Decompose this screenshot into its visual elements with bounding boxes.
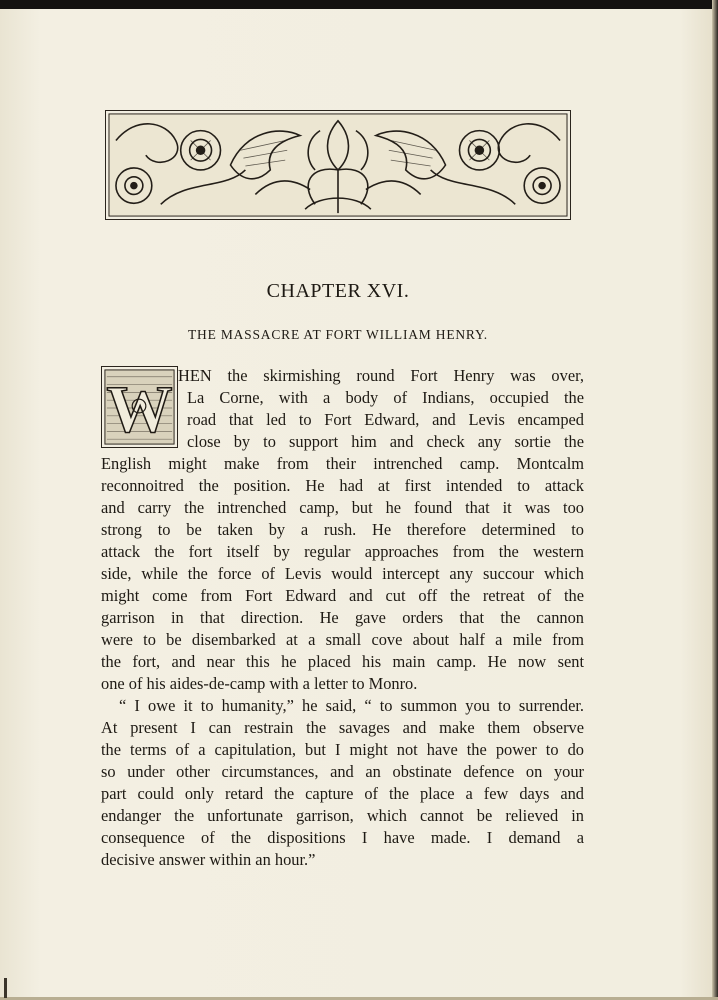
text-line: the fort, and near this he placed his main camp. He now sent [101,652,584,671]
ornament-icon [106,111,570,219]
text-line: endanger the unfortunate garrison, which cannot be relieved in [101,806,584,825]
text-line: “ I owe it to humanity,” he said, “ to summon you to surrender. [119,696,584,715]
text-line: side, while the force of Levis would intercept any succour which [101,564,584,583]
text-line: consequence of the dispositions I have made. I demand a [101,828,584,847]
page-top-edge [0,0,718,9]
text-line: close by to support him and check any sortie the [187,432,584,451]
text-line: garrison in that direction. He gave orders that the cannon [101,608,584,627]
page-margin-mark [4,978,7,998]
text-line: so under other circumstances, and an obstinate defence on your [101,762,584,781]
text-line: English might make from their intrenched camp. Montcalm [101,454,584,473]
text-line: At present I can restrain the savages and make them observe [101,718,584,737]
text-line: and carry the intrenched camp, but he found that it was too [101,498,584,517]
text-line: were to be disembarked at a small cove about half a mile from [101,630,584,649]
text-line: strong to be taken by a rush. He therefore determined to [101,520,584,539]
decorated-initial-icon [102,367,177,447]
text-line: part could only retard the capture of the place a few days and [101,784,584,803]
svg-text:W: W [106,373,173,447]
page-right-edge [712,0,718,1000]
text-line: the terms of a capitulation, but I might not have the power to do [101,740,584,759]
text-line: decisive answer within an hour.” [101,850,316,869]
drop-cap-initial [101,366,178,448]
text-line: road that led to Fort Edward, and Levis encamped [187,410,584,429]
chapter-subtitle: THE MASSACRE AT FORT WILLIAM HENRY. [188,327,488,342]
text-line: La Corne, with a body of Indians, occupied the [187,388,584,407]
chapter-title: CHAPTER XVI. [266,280,410,302]
text-line: attack the fort itself by regular approaches from the western [101,542,584,561]
text-line: one of his aides-de-camp with a letter to Monro. [101,674,418,693]
text-line: HEN the skirmishing round Fort Henry was over, [178,366,584,385]
ornamental-headpiece [105,110,571,220]
text-line: might come from Fort Edward and cut off the retreat of the [101,586,584,605]
text-line: reconnoitred the position. He had at first intended to attack [101,476,584,495]
